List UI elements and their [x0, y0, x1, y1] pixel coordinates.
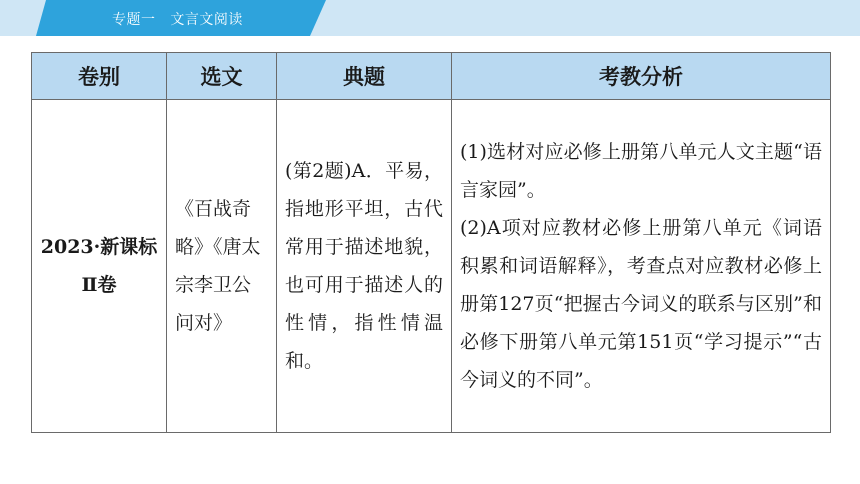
analysis-cell — [452, 100, 831, 433]
top-banner — [0, 0, 860, 36]
exam-cell — [32, 100, 167, 433]
question-cell — [277, 100, 452, 433]
header-selected-text: 选文 — [167, 53, 277, 100]
table-row — [32, 100, 831, 433]
header-question: 典题 — [277, 53, 452, 100]
analysis-point-1: (1)选材对应必修上册第八单元人文主题“语言家园”。 — [460, 141, 822, 201]
table-header-row — [32, 53, 831, 100]
breadcrumb: 专题一 文言文阅读 — [112, 12, 243, 28]
exam-name: 2023·新课标Ⅱ卷 — [40, 236, 158, 296]
analysis-point-2: (2)A项对应教材必修上册第八单元《词语积累和词语解释》，考查点对应教材必修上册第127页“把握古今词义的联系与区别”和必修下册第八单元第151页“学习提示”“古今词义的不同”。 — [460, 217, 822, 391]
selected-text: 《百战奇略》《唐太宗李卫公问对》 — [175, 198, 261, 334]
question-text: (第2题)A．平易，指地形平坦，古代常用于描述地貌，也可用于描述人的性情，指性情温和。 — [285, 160, 443, 372]
header-analysis: 考教分析 — [452, 53, 831, 100]
exam-analysis-table — [31, 52, 831, 433]
selected-text-cell — [167, 100, 277, 433]
header-exam: 卷别 — [32, 53, 167, 100]
